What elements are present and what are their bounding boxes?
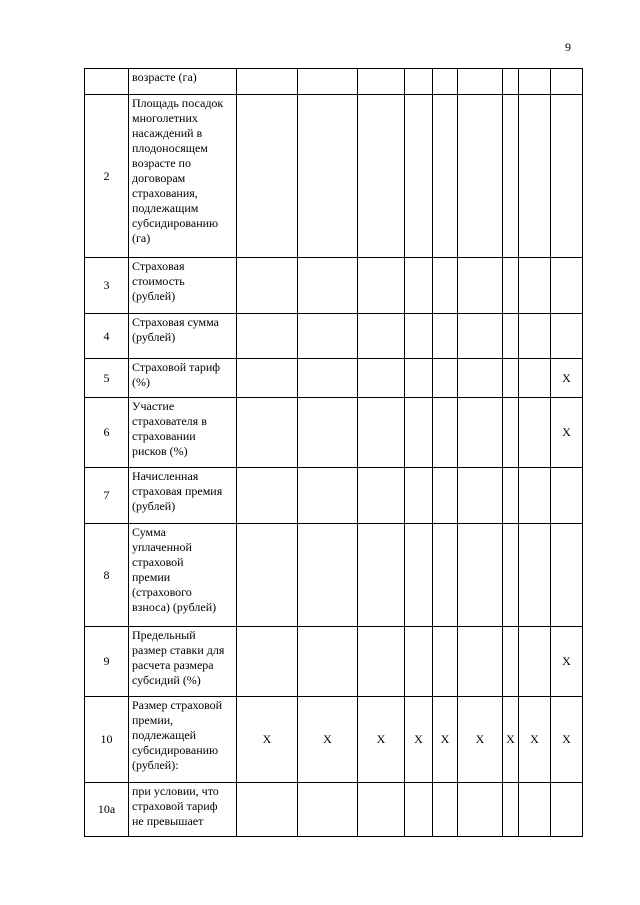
row-label-cell [129,398,237,468]
value-cell: X [405,697,433,783]
value-cell [458,95,503,258]
value-cell [519,468,551,524]
value-cell [519,398,551,468]
value-cell [298,468,358,524]
row-number: 10 [85,697,129,783]
subsidy-calculation-table [84,68,583,837]
value-cell [237,95,298,258]
row-label: Начисленная страховая премия (рублей) [132,469,223,513]
value-cell [519,95,551,258]
value-cell: X [519,697,551,783]
table-row [85,258,583,314]
value-cell [237,468,298,524]
value-cell [237,627,298,697]
value-cell [551,95,583,258]
value-cell [458,468,503,524]
row-label: при условии, что страховой тариф не превышает [132,784,219,828]
value-cell [433,627,458,697]
value-cell [358,524,405,627]
value-cell [237,258,298,314]
value-cell [458,627,503,697]
row-number: 9 [85,627,129,697]
value-cell [433,314,458,359]
value-cell [433,258,458,314]
value-cell: X [551,627,583,697]
value-cell [433,468,458,524]
table-row [85,627,583,697]
value-cell [237,314,298,359]
value-cell [551,258,583,314]
value-cell [519,627,551,697]
value-cell [503,258,519,314]
value-cell [458,258,503,314]
value-cell [433,359,458,398]
table-row [85,314,583,359]
value-cell [519,359,551,398]
value-cell [298,524,358,627]
value-cell: X [458,697,503,783]
value-cell [551,783,583,837]
value-cell [298,398,358,468]
value-cell [405,627,433,697]
value-cell [458,524,503,627]
value-cell [503,524,519,627]
value-cell [503,314,519,359]
table-row [85,783,583,837]
value-cell [237,69,298,95]
value-cell [358,359,405,398]
value-cell: X [551,697,583,783]
row-label-cell [129,697,237,783]
table-row [85,524,583,627]
value-cell [519,524,551,627]
row-number: 4 [85,314,129,359]
value-cell [458,359,503,398]
value-cell [551,524,583,627]
value-cell [519,258,551,314]
value-cell [405,468,433,524]
value-cell [458,69,503,95]
value-cell [503,95,519,258]
row-label-cell [129,95,237,258]
value-cell [503,468,519,524]
row-number: 2 [85,95,129,258]
value-cell: X [433,697,458,783]
value-cell: X [298,697,358,783]
row-label-cell [129,359,237,398]
value-cell [405,359,433,398]
value-cell [298,627,358,697]
value-cell [503,359,519,398]
value-cell [358,627,405,697]
value-cell [433,69,458,95]
value-cell [237,359,298,398]
table-row [85,697,583,783]
table-row [85,359,583,398]
value-cell [358,783,405,837]
row-label-cell [129,524,237,627]
value-cell [433,524,458,627]
row-label: Страховой тариф (%) [132,360,221,389]
row-label: Размер страховой премии, подлежащей субсидированию (рублей): [132,698,223,772]
row-label: Страховая сумма (рублей) [132,315,219,344]
value-cell: X [237,697,298,783]
value-cell [237,783,298,837]
value-cell: X [503,697,519,783]
row-label: Участие страхователя в страховании рисков (%) [132,399,207,458]
value-cell [358,69,405,95]
table-row [85,468,583,524]
value-cell [519,783,551,837]
value-cell [551,314,583,359]
row-label: Сумма уплаченной страховой премии (страхового взноса) (рублей) [132,525,217,614]
row-label-cell [129,468,237,524]
value-cell [433,95,458,258]
value-cell [298,258,358,314]
row-number: 10а [85,783,129,837]
row-number [85,69,129,95]
value-cell [358,398,405,468]
table-row [85,95,583,258]
value-cell [237,524,298,627]
value-cell [358,468,405,524]
value-cell [298,314,358,359]
value-cell [458,398,503,468]
row-number: 5 [85,359,129,398]
value-cell [433,398,458,468]
row-number: 6 [85,398,129,468]
table-row [85,398,583,468]
value-cell: X [358,697,405,783]
row-label: Предельный размер ставки для расчета размера субсидий (%) [132,628,225,687]
value-cell [551,69,583,95]
value-cell [298,95,358,258]
value-cell [405,314,433,359]
row-label-cell [129,783,237,837]
row-number: 3 [85,258,129,314]
value-cell [551,468,583,524]
row-label: Площадь посадок многолетних насаждений в плодоносящем возрасте по договорам страхования, подлежащим субсидированию (га) [132,96,224,245]
value-cell [458,314,503,359]
value-cell [503,627,519,697]
value-cell [433,783,458,837]
value-cell [298,783,358,837]
row-label: Страховая стоимость (рублей) [132,259,185,303]
value-cell [298,69,358,95]
page-number: 9 [565,40,571,54]
row-label-cell [129,627,237,697]
value-cell [405,95,433,258]
value-cell [405,524,433,627]
value-cell [503,398,519,468]
row-label: возрасте (га) [132,70,197,84]
row-label-cell [129,69,237,95]
value-cell [405,69,433,95]
value-cell: X [551,359,583,398]
value-cell [405,398,433,468]
row-label-cell [129,258,237,314]
value-cell [237,398,298,468]
value-cell [458,783,503,837]
table-row [85,69,583,95]
row-number: 8 [85,524,129,627]
value-cell [405,258,433,314]
row-number: 7 [85,468,129,524]
value-cell [405,783,433,837]
value-cell: X [551,398,583,468]
value-cell [358,95,405,258]
value-cell [503,783,519,837]
value-cell [358,258,405,314]
value-cell [358,314,405,359]
row-label-cell [129,314,237,359]
value-cell [519,314,551,359]
value-cell [503,69,519,95]
value-cell [298,359,358,398]
value-cell [519,69,551,95]
